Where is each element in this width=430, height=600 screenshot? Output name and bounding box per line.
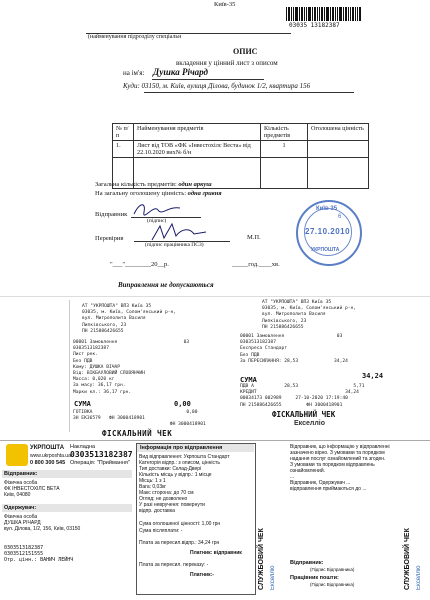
unit-name-caption: (найменування підрозділу спеціальн [88, 34, 182, 40]
receipt-right-header: АТ "УКРПОШТА" ВПЗ Київ 35 03035, м. Київ, Солом'янський р-н, вул. Митрополита Василя Липківського, 23 ПН 215886426655 [262, 300, 357, 330]
stamp-bottom: УКРПОШТА [311, 247, 340, 253]
row-number: 1. [113, 141, 134, 158]
waybill-sig-employee: Працівник пошти: [290, 575, 339, 581]
checker-signature [150, 222, 208, 244]
waybill-terms: Відправник, що інформацію у відправленні зазначено вірно. З умовами та порядком надання послуг ознайомлений та згоден. З умовами та порядком відправлень ознайомлений. ... Відправник, Одержувач ... відправлення приймаються до ... [290, 444, 390, 492]
col-value: Оголошена цінність [308, 124, 369, 141]
receipt-left-footer: ГОТІВКА 0,00 ЗН ЕКЗ6579 ФН 3000418901 ФН 3000418901 [73, 410, 206, 428]
waybill-sig-sender: Відправник: [290, 560, 324, 566]
waybill-info-text: Вид відправлення: Укрпошта Стандарт Категорія відпр.: з описом, цінність Тип доставки: Склад-Двері Кількість місць у відпр.: 1 місце Місць: 1 з 1 Вага: 0,03кг Макс сторона: до 70 см Огляд: не дозволено У разі неврученя: повернути відпр. доставка [139, 454, 230, 514]
total-value-label: На загальну оголошену цінність: [95, 190, 187, 197]
receipt-left [69, 300, 215, 432]
row-value [308, 141, 369, 158]
total-value-value: одна гривня [187, 190, 222, 197]
address-line: Куди: 03150, м. Київ, вулиця Ділова, будинок 1/2, квартира 156 [123, 82, 311, 90]
addressee-label: на ім'я: [123, 69, 145, 77]
waybill-info-title: Інформація про відправлення [140, 445, 223, 451]
waybill-vert-brand: Екселліо [270, 565, 276, 590]
waybill-declared: Сума оголошеної цінності: 1,00 грн [139, 521, 221, 527]
waybill-recipient-text: Фізична особа ДУШКА РІЧАРД вул. Ділова, 1/2, 156, Київ, 03150 [4, 514, 81, 532]
total-items-label: Загальна кількість предметів: [95, 181, 177, 188]
waybill-fee2: Плата за пересил. переказу: - [139, 562, 209, 568]
waybill-sig-employee-cap: (Підпис Відправника) [310, 582, 355, 587]
ukrposhta-logo-icon [6, 444, 28, 466]
items-table [112, 123, 369, 189]
waybill-vert-brand-2: Екселліо [416, 565, 422, 590]
receipt-left-header: АТ "УКРПОШТА" ВПЗ Київ 35 03035, м. Київ, Солом'янський р-н, вул. Митрополита Василя Липківського, 23 ПН 215886426655 [82, 304, 177, 334]
stamp-date: 27.10.2010 [305, 227, 351, 236]
receipt-right-brand: Екселліо [294, 420, 325, 427]
stamp-num: 6 [338, 214, 342, 220]
receipt-left-fiscal: ФІСКАЛЬНИЙ ЧЕК [102, 429, 173, 438]
corrections-note: Виправлення не допускаються [118, 281, 214, 289]
receipt-left-body: 00001 Замовлення 03 0303513182387 Лист рек. Без ПДВ Кому: ДУШКА ВІЧАР Від: ВІКБАУЛОВИЙ СЛОВЯНЧИН Масса: 0,020 кг За масу: 36,17 грн. Марки кл.: 36,17 грн. [73, 340, 190, 395]
waybill-sender-label: Відправник: [4, 471, 38, 477]
sender-caption: (підпис) [147, 218, 167, 224]
waybill-sig-sender-cap: (Підпис Відправника) [310, 567, 355, 572]
table-header-row [113, 124, 369, 141]
receipt-left-sum-label: СУМА [74, 400, 91, 408]
barcode-number: 03035 13182387 [289, 22, 340, 29]
waybill-cod: Сума післяплати: - [139, 528, 183, 534]
sender-label: Відправник [95, 211, 128, 218]
mp-label: М.П. [247, 234, 261, 241]
col-number: № п/п [113, 124, 134, 141]
time-line: _____год.____хв. [232, 261, 280, 268]
checked-label: Перевірив [95, 235, 124, 242]
waybill-number: 0303513182387 [70, 450, 133, 459]
sender-signature [132, 200, 182, 218]
waybill-left-nums: 0303513182387 0303512151555 Отр. цінн.: ВАНИЧ ЛЕЙНЧ [4, 545, 74, 563]
receipt-right-body: 00001 Замовлення 03 0303513182387 Експреса Стандарт Без ПДВ За ПЕРЕСИЛАННЯ: 28,53 34,24 [240, 334, 348, 364]
stamp-top: Київ 35 [316, 206, 338, 212]
date-line: "___"________20__р. [110, 261, 169, 268]
receipt-left-sum-value: 0,00 [174, 400, 191, 408]
row-name: Лист від ТОВ «ФК «Інвестохілс Веста» від 22.10.2020 вих№ б/н [134, 141, 261, 158]
waybill-logo: УКРПОШТА [30, 445, 65, 451]
waybill-vert-fiscal-2: СЛУЖБОВИЙ ЧЕК [404, 528, 411, 590]
barcode [286, 7, 361, 21]
col-qty: Кількість предметів [261, 124, 308, 141]
receipt-right [232, 300, 402, 432]
row-qty: 1 [261, 141, 308, 158]
form-title: ОПИС [233, 47, 258, 56]
waybill-payer2: Платник:- [190, 572, 214, 578]
addressee-name: Душка Річард [153, 67, 209, 77]
receipt-right-sub: ПДВ А 28,53 5,71 КРЕДИТ 34,24 00034173 002989 27-10-2020 17:19:40 ПН 215886426655 ФН 3000418901 [240, 384, 365, 408]
waybill-phone: 0 800 300 545 [30, 460, 66, 466]
waybill-site: www.ukrposhta.ua [30, 453, 71, 459]
receipt-right-sum-value: 34,24 [362, 372, 384, 380]
waybill-doc-label: Накладна [70, 444, 96, 450]
total-items-value: один аркуш [178, 181, 212, 188]
waybill-fee: Плата за пересил.відпр.: 34,24 грн [139, 540, 220, 546]
form-subtitle: вкладення у цінний лист з описом [176, 59, 278, 67]
checked-caption: (підпис працівника ПСЗ) [145, 242, 204, 248]
receipt-right-sum-label: СУМА [240, 376, 257, 384]
waybill-sender-text: Фізична особа ФК ІНВЕСТОХІЛС ВЕТА Київ, 04080 [4, 480, 60, 498]
table-row [113, 141, 369, 158]
postal-stamp [296, 200, 362, 266]
waybill-operation: Операція: "Приймання" [70, 460, 130, 466]
waybill-vert-fiscal: СЛУЖБОВИЙ ЧЕК [258, 528, 265, 590]
receipt-right-fiscal: ФІСКАЛЬНИЙ ЧЕК [272, 410, 336, 419]
waybill-recipient-label: Одержувач: [4, 505, 37, 511]
top-tag: Київ-35 [214, 1, 236, 8]
waybill-payer: Платник: відправник [190, 550, 242, 556]
col-name: Найменування предметів [134, 124, 261, 141]
